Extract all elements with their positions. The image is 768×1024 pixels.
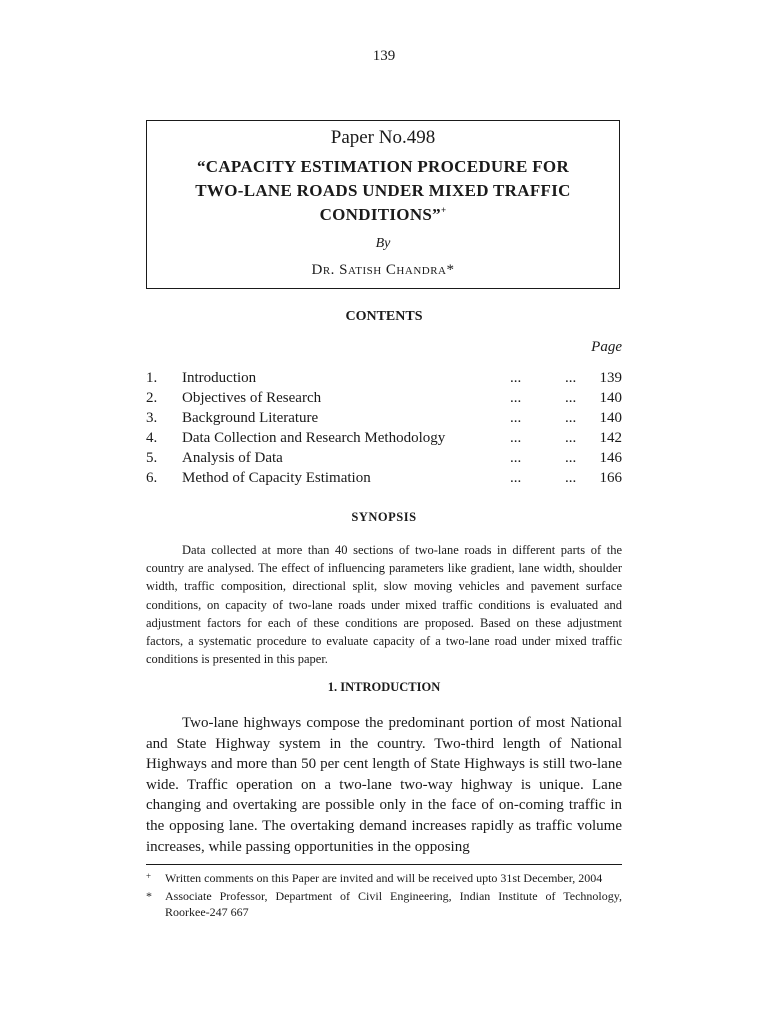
footnote [146,888,622,921]
toc-item-number: 6. [146,470,158,486]
toc-item [146,428,622,448]
toc-item-title: Data Collection and Research Methodology [182,430,446,446]
toc-item-title: Analysis of Data [182,450,283,466]
toc-item-page: 139 [599,370,622,386]
introduction-heading: 1. INTRODUCTION [327,680,441,694]
toc-item [146,368,622,388]
toc-leader-dots: ... [565,470,577,486]
paper-title-line-1: “CAPACITY ESTIMATION PROCEDURE FOR [196,157,570,176]
toc-item [146,388,622,408]
toc-leader-dots: ... [510,390,522,406]
toc-leader-dots: ... [510,450,522,466]
synopsis-text: Data collected at more than 40 sections of two-lane roads in different parts of the country are analysed. The effect of influencing parameters like gradient, lane width, shoulder width, traffic composition, directional split, slow moving vehicles and pavement surface conditions, on capacity of two-lane roads under mixed traffic conditions is evaluated and adjustment factors for each of these conditions are proposed. Based on these adjustment factors, a systematic procedure to evaluate capacity of a two-lane road under mixed traffic conditions is presented in this paper. [146,543,622,667]
title-footnote-marker: + [440,205,447,215]
toc-item-number: 4. [146,430,158,446]
toc-item-page: 146 [599,450,622,466]
table-of-contents [146,368,622,488]
toc-item [146,468,622,488]
author-name: Dr. Satish Chandra* [311,262,455,278]
toc-item-number: 3. [146,410,158,426]
toc-leader-dots: ... [565,430,577,446]
page-column-label: Page [591,339,622,355]
toc-leader-dots: ... [565,410,577,426]
footnote-text: Written comments on this Paper are invited and will be received upto 31st December, 2004 [165,871,603,885]
contents-heading: CONTENTS [345,309,423,324]
toc-item-page: 142 [599,430,622,446]
paper-title-line-3-text: CONDITIONS” [319,205,441,224]
toc-leader-dots: ... [510,470,522,486]
toc-item [146,408,622,428]
toc-leader-dots: ... [565,370,577,386]
toc-item-page: 166 [599,470,622,486]
toc-leader-dots: ... [510,410,522,426]
page-number: 139 [372,48,396,64]
toc-item-number: 2. [146,390,158,406]
introduction-text: Two-lane highways compose the predominant portion of most National and State Highway system in the country. Two-third length of National Highways and more than 50 per cent length of State Highways is still two-lane wide. Traffic operation on a two-lane two-way highway is unique. Lane changing and overtaking are possible only in the face of on-coming traffic in the opposing lane. The overtaking demand increases rapidly as traffic volume increases, while passing opportunities in the opposing [146,715,622,855]
footnote-text: Associate Professor, Department of Civil Engineering, Indian Institute of Technology, Roorkee-247 667 [165,888,622,919]
paper-title-line-2: TWO-LANE ROADS UNDER MIXED TRAFFIC [195,181,571,200]
toc-item-title: Objectives of Research [182,390,322,406]
paper-number: Paper No.498 [330,127,436,148]
paper-title [147,155,619,227]
synopsis-heading: SYNOPSIS [351,510,417,524]
toc-item-page: 140 [599,410,622,426]
by-label: By [375,236,391,251]
toc-leader-dots: ... [565,390,577,406]
toc-item-page: 140 [599,390,622,406]
toc-leader-dots: ... [565,450,577,466]
footnote-marker: + [146,871,152,881]
footnote-divider [146,864,622,865]
footnote-marker: * [146,888,152,903]
toc-item-number: 1. [146,370,158,386]
toc-item-title: Method of Capacity Estimation [182,470,371,486]
footnote [146,870,622,887]
footnotes [146,870,622,922]
toc-item-title: Introduction [182,370,257,386]
paper-title-line-3 [147,203,619,227]
toc-leader-dots: ... [510,370,522,386]
toc-item [146,448,622,468]
toc-item-number: 5. [146,450,158,466]
toc-item-title: Background Literature [182,410,319,426]
toc-leader-dots: ... [510,430,522,446]
title-box [146,120,620,289]
